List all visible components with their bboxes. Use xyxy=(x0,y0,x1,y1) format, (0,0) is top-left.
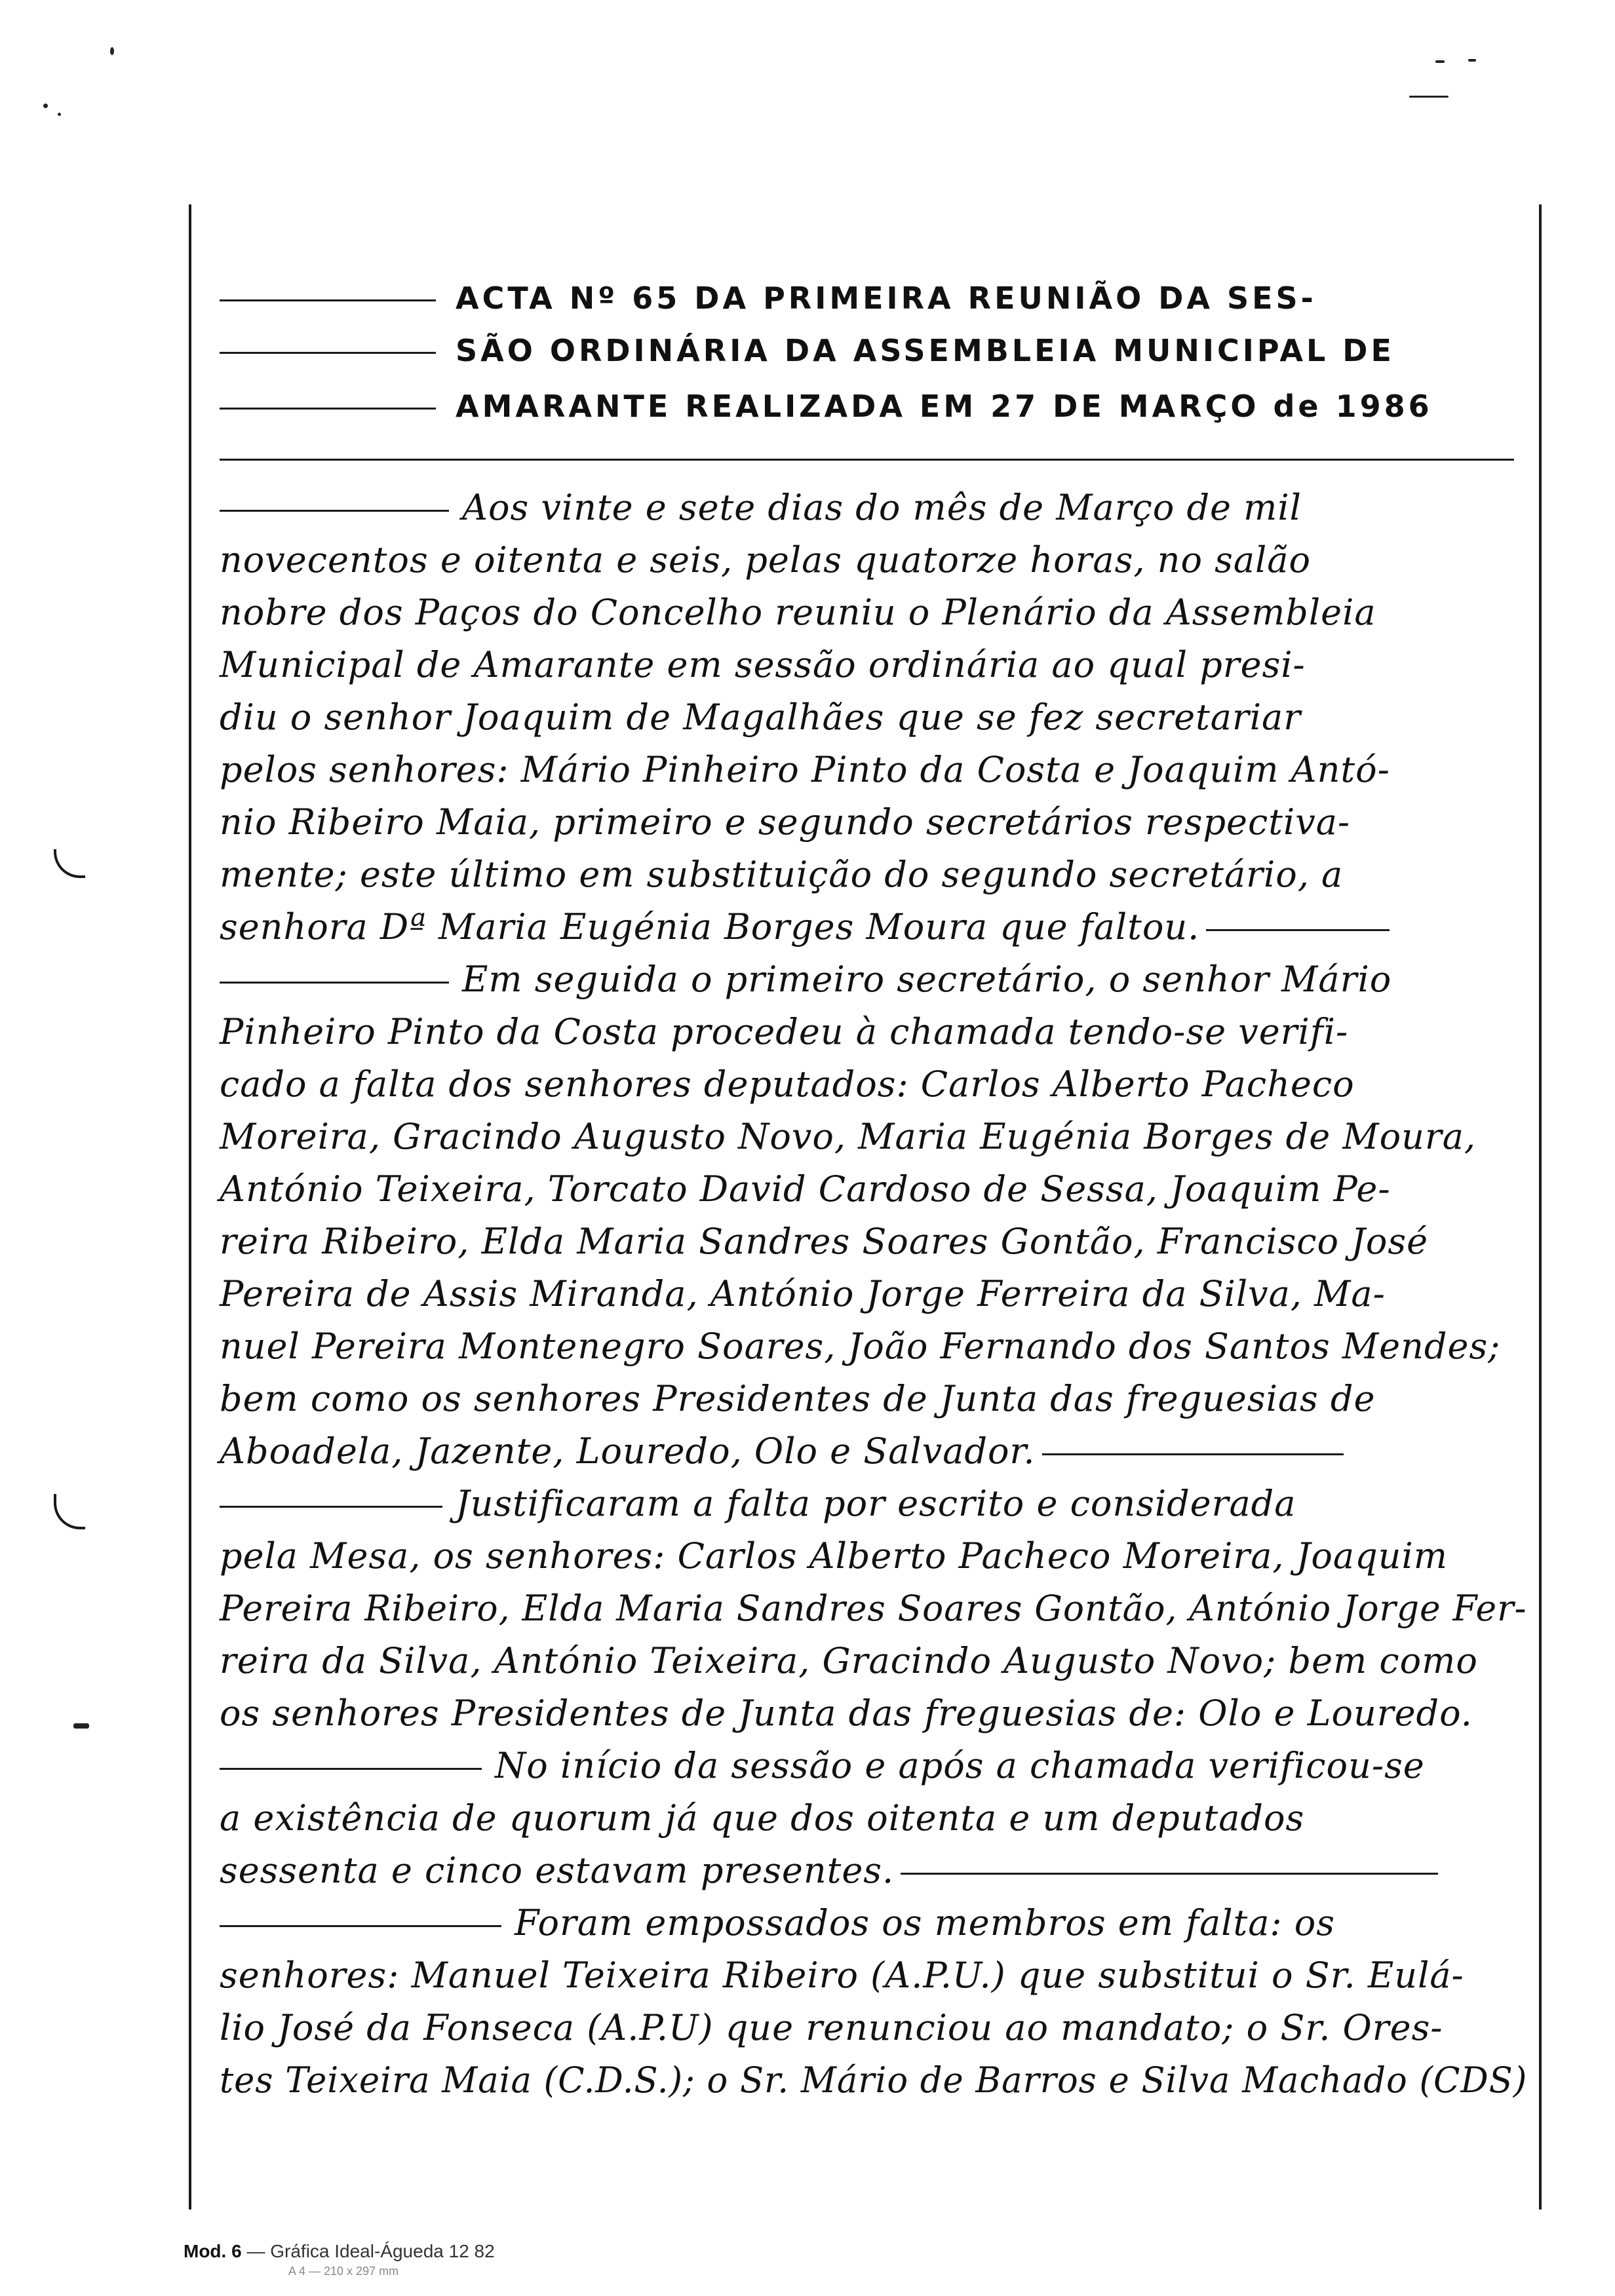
minutes-line: Foram empossados os membros em falta: os xyxy=(220,1900,1335,1946)
margin-arrow-mark xyxy=(73,1723,89,1729)
minutes-line: Municipal de Amarante em sessão ordinária ao qual presi- xyxy=(220,644,1306,685)
minutes-line: Justificaram a falta por escrito e considerada xyxy=(220,1481,1296,1527)
minutes-line: sessenta e cinco estavam presentes. xyxy=(220,1848,1438,1894)
minutes-line: reira Ribeiro, Elda Maria Sandres Soares Gontão, Francisco José xyxy=(220,1221,1429,1262)
margin-blank xyxy=(220,1768,482,1770)
form-imprint xyxy=(184,2241,495,2262)
minutes-line: diu o senhor Joaquim de Magalhães que se fez secretariar xyxy=(220,697,1302,738)
minutes-line: No início da sessão e após a chamada verificou-se xyxy=(220,1743,1425,1789)
minutes-line: Pereira de Assis Miranda, António Jorge Ferreira da Silva, Ma- xyxy=(220,1273,1386,1314)
title-line: SÃO ORDINÁRIA DA ASSEMBLEIA MUNICIPAL DE xyxy=(220,331,1395,370)
margin-blank xyxy=(220,299,436,301)
right-margin-rule xyxy=(1539,204,1542,2210)
margin-blank xyxy=(220,1925,501,1927)
printer-name: — Gráfica Ideal-Águeda 12 82 xyxy=(246,2241,495,2261)
minutes-line: nio Ribeiro Maia, primeiro e segundo secretários respectiva- xyxy=(220,801,1351,843)
minutes-line: Moreira, Gracindo Augusto Novo, Maria Eugénia Borges de Moura, xyxy=(220,1116,1477,1157)
minutes-line: lio José da Fonseca (A.P.U) que renunciou ao mandato; o Sr. Ores- xyxy=(220,2007,1443,2048)
title-separator-rule xyxy=(220,459,1514,461)
margin-blank xyxy=(220,408,436,410)
minutes-line: Pinheiro Pinto da Costa procedeu à chamada tendo-se verifi- xyxy=(220,1011,1349,1052)
minutes-line: Em seguida o primeiro secretário, o senhor Mário xyxy=(220,957,1391,1003)
margin-blank xyxy=(220,982,449,984)
minutes-line: tes Teixeira Maia (C.D.S.); o Sr. Mário de Barros e Silva Machado (CDS) xyxy=(220,2059,1528,2101)
minutes-line: cado a falta dos senhores deputados: Carlos Alberto Pacheco xyxy=(220,1063,1355,1105)
minutes-line: Aos vinte e sete dias do mês de Março de mil xyxy=(220,485,1302,531)
minutes-line: senhores: Manuel Teixeira Ribeiro (A.P.U.) que substitui o Sr. Eulá- xyxy=(220,1955,1464,1996)
line-filler xyxy=(1042,1453,1344,1455)
minutes-line: Pereira Ribeiro, Elda Maria Sandres Soares Gontão, António Jorge Fer- xyxy=(220,1588,1527,1629)
margin-blank xyxy=(220,1506,442,1508)
scan-speck xyxy=(1409,96,1449,98)
margin-bracket-mark xyxy=(54,1494,85,1529)
scan-speck xyxy=(58,113,61,116)
minutes-line: reira da Silva, António Teixeira, Gracindo Augusto Novo; bem como xyxy=(220,1640,1478,1681)
minutes-line: bem como os senhores Presidentes de Junta das freguesias de xyxy=(220,1378,1376,1419)
minutes-line: mente; este último em substituição do segundo secretário, a xyxy=(220,854,1344,895)
title-line: AMARANTE REALIZADA EM 27 DE MARÇO de 1986 xyxy=(220,387,1433,426)
minutes-line: nuel Pereira Montenegro Soares, João Fernando dos Santos Mendes; xyxy=(220,1326,1501,1367)
paper-size-note: A 4 — 210 x 297 mm xyxy=(288,2265,399,2278)
margin-bracket-mark xyxy=(54,849,85,878)
minutes-line: senhora Dª Maria Eugénia Borges Moura que faltou. xyxy=(220,904,1390,950)
minutes-line: os senhores Presidentes de Junta das freguesias de: Olo e Louredo. xyxy=(220,1693,1473,1734)
scan-speck xyxy=(1435,60,1445,63)
form-label: Mod. 6 xyxy=(184,2241,242,2261)
line-filler xyxy=(1206,929,1390,931)
line-filler xyxy=(901,1873,1438,1875)
scan-speck xyxy=(43,104,48,108)
scan-speck xyxy=(1468,59,1476,62)
scan-speck xyxy=(110,47,114,55)
margin-blank xyxy=(220,352,436,354)
minutes-line: Aboadela, Jazente, Louredo, Olo e Salvador. xyxy=(220,1428,1344,1474)
title-line: ACTA Nº 65 DA PRIMEIRA REUNIÃO DA SES- xyxy=(220,278,1317,318)
minutes-line: António Teixeira, Torcato David Cardoso de Sessa, Joaquim Pe- xyxy=(220,1168,1391,1210)
minutes-line: a existência de quorum já que dos oitenta e um deputados xyxy=(220,1797,1305,1839)
minutes-line: pelos senhores: Mário Pinheiro Pinto da Costa e Joaquim Antó- xyxy=(220,749,1390,790)
margin-blank xyxy=(220,510,449,512)
minutes-line: pela Mesa, os senhores: Carlos Alberto Pacheco Moreira, Joaquim xyxy=(220,1535,1448,1577)
minutes-line: novecentos e oitenta e seis, pelas quatorze horas, no salão xyxy=(220,539,1311,581)
minutes-line: nobre dos Paços do Concelho reuniu o Plenário da Assembleia xyxy=(220,592,1376,633)
left-margin-rule xyxy=(189,204,191,2210)
